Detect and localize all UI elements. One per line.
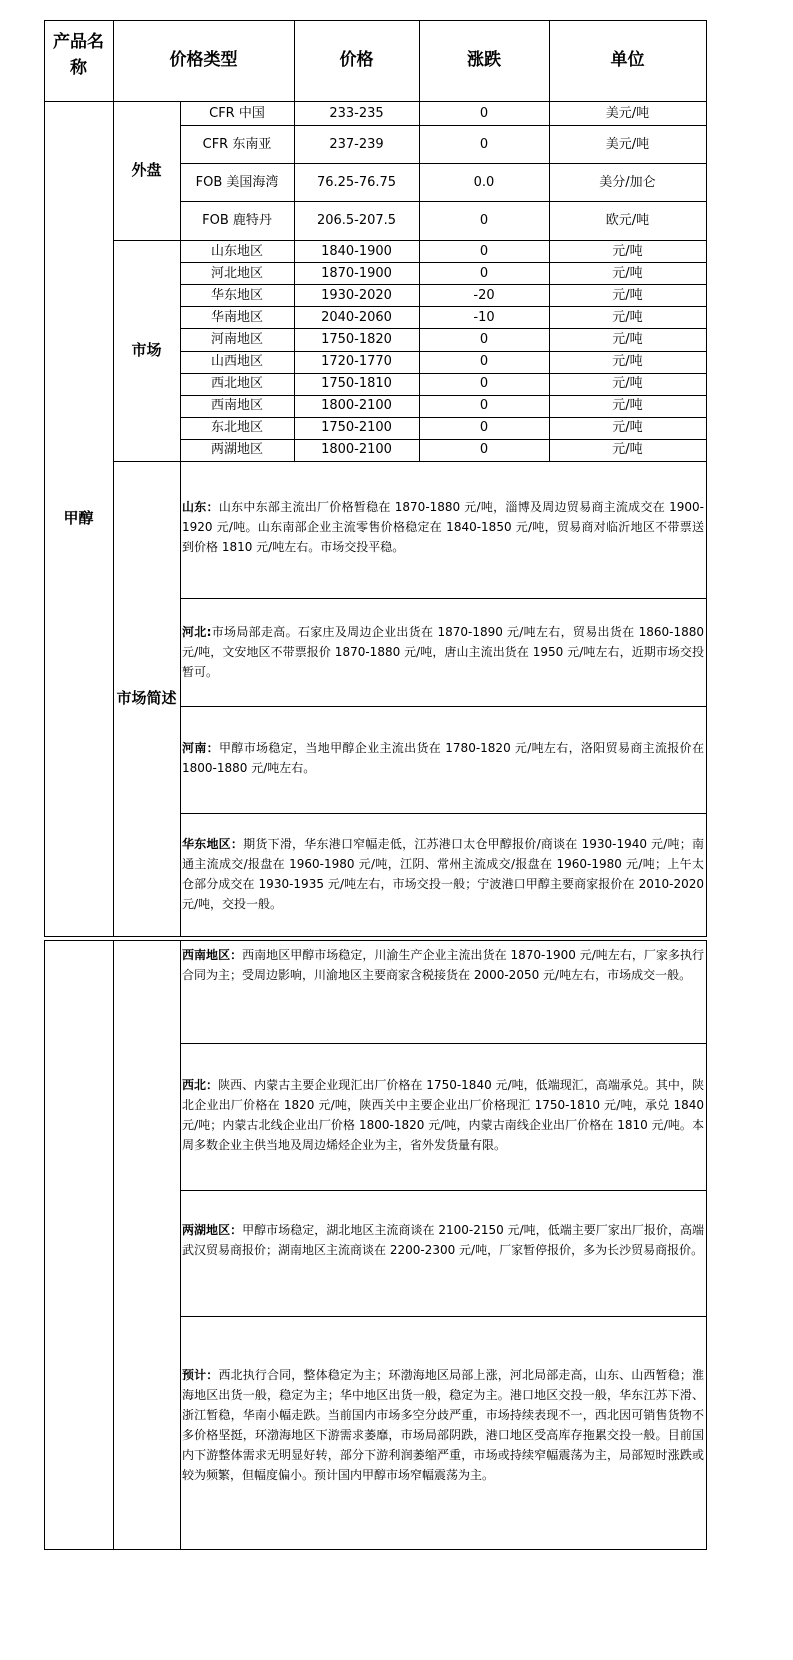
change-cell: 0.0 (473, 174, 495, 190)
unit-cell: 元/吨 (612, 287, 643, 303)
price-cell: 1800-2100 (321, 398, 392, 414)
summary-text: 西北执行合同，整体稳定为主；环渤海地区局部上涨，河北局部走高，山东、山西暂稳；淮海地区出货一般，稳定为主；华中地区出货一般，稳定为主。港口地区交投一般，华东江苏下滑、浙江暂稳，华南小幅走跌。当前国内市场多空分歧严重，市场持续表现不一，西北因可销售货物不多价格坚挺，环渤海地区下游需求萎靡，市场局部阴跌，港口地区受高库存拖累交投一般。目前国内下游整体需求无明显好转，部分下游利润萎缩严重，市场或持续窄幅震荡为主，局部短时涨跌或较为频繁，但幅度偏小。预计国内甲醇市场窄幅震荡为主。 (182, 1368, 704, 1482)
unit-cell: 美元/吨 (605, 105, 650, 121)
header-unit: 单位 (610, 50, 645, 70)
region-label: 西南地区： (182, 948, 243, 962)
summary-row-border (180, 813, 706, 814)
unit-cell: 元/吨 (612, 376, 643, 392)
header-product (44, 29, 113, 81)
price-cell: 237-239 (329, 136, 384, 152)
change-cell: 0 (479, 331, 489, 347)
price-type-cell: FOB 鹿特丹 (202, 213, 272, 228)
change-cell: 0 (479, 213, 489, 228)
summary-row-border (180, 706, 706, 707)
group-external: 外盘 (131, 161, 162, 179)
price-type-cell: 东北地区 (210, 420, 263, 436)
market-summary (182, 497, 704, 557)
region-label: 河北: (182, 625, 212, 639)
change-cell: 0 (479, 105, 489, 121)
group-market: 市场 (131, 341, 162, 359)
price-type-cell: 山东地区 (210, 243, 263, 259)
market-summary (182, 945, 704, 985)
price-cell: 1800-2100 (321, 442, 392, 458)
summary-row-border (180, 1316, 706, 1317)
price-cell: 2040-2060 (321, 309, 392, 325)
product-name: 甲醇 (63, 509, 94, 527)
price-type-cell: 西北地区 (210, 376, 263, 392)
region-label: 预计： (182, 1368, 219, 1382)
group-summary: 市场简述 (116, 689, 177, 707)
price-cell: 206.5-207.5 (316, 213, 397, 228)
change-cell: 0 (479, 398, 489, 414)
price-type-cell: 华东地区 (210, 287, 263, 303)
summary-text: 西南地区甲醇市场稳定，川渝生产企业主流出货在 1870-1900 元/吨左右，厂家多执行合同为主；受周边影响，川渝地区主要商家含税接货在 2000-2050 元/吨左右，市场成交一般。 (182, 948, 704, 982)
summary-text: 陕西、内蒙古主要企业现汇出厂价格在 1750-1840 元/吨，低端现汇，高端承兑。其中，陕北企业出厂价格在 1820 元/吨，陕西关中主要企业出厂价格现汇 1750-1810 元/吨，承兑 1840 元/吨；内蒙古北线企业出厂价格 1800-1820 元/吨，内蒙古南线企业出厂价格在 1810 元/吨。本周多数企业主供当地及周边烯烃企业为主，省外发货量有限。 (182, 1078, 704, 1152)
market-summary (182, 1220, 704, 1260)
unit-cell: 元/吨 (612, 354, 643, 370)
col-border-subtype (180, 940, 181, 1549)
change-cell: 0 (479, 354, 489, 370)
unit-cell: 元/吨 (612, 420, 643, 436)
summary-text: 期货下滑，华东港口窄幅走低，江苏港口太仓甲醇报价/商谈在 1930-1940 元/吨；南通主流成交/报盘在 1960-1980 元/吨，江阴、常州主流成交/报盘在 1960-1980 元/吨；上午太仓部分成交在 1930-1935 元/吨左右，市场交投一般；宁波港口甲醇主要商家报价在 2010-2020 元/吨，交投一般。 (182, 837, 704, 911)
change-cell: 0 (479, 243, 489, 259)
price-cell: 1750-1820 (321, 331, 392, 347)
summary-text: 甲醇市场稳定，当地甲醇企业主流出货在 1780-1820 元/吨左右，洛阳贸易商主流报价在 1800-1880 元/吨左右。 (182, 741, 704, 775)
price-type-cell: 西南地区 (210, 398, 263, 414)
price-type-cell: 河南地区 (210, 331, 263, 347)
unit-cell: 元/吨 (612, 243, 643, 259)
unit-cell: 元/吨 (612, 442, 643, 458)
region-label: 华东地区： (182, 837, 244, 851)
unit-cell: 元/吨 (612, 309, 643, 325)
unit-cell: 元/吨 (612, 265, 643, 281)
summary-text: 市场局部走高。石家庄及周边企业出货在 1870-1890 元/吨左右，贸易出货在 1860-1880 元/吨，文安地区不带票报价 1870-1880 元/吨，唐山主流出货在 1950 元/吨左右，近期市场交投暂可。 (182, 625, 704, 679)
header-price-type: 价格类型 (169, 50, 238, 70)
unit-cell: 元/吨 (612, 331, 643, 347)
change-cell: -10 (473, 309, 495, 325)
price-type-cell: 两湖地区 (210, 442, 263, 458)
region-label: 西北： (182, 1078, 219, 1092)
change-cell: 0 (479, 136, 489, 152)
price-type-cell: 河北地区 (210, 265, 263, 281)
price-type-cell: FOB 美国海湾 (195, 174, 279, 190)
price-type-cell: CFR 中国 (209, 105, 265, 121)
change-cell: 0 (479, 376, 489, 392)
summary-row-border (180, 1190, 706, 1191)
market-summary (182, 622, 704, 682)
col-border-product (113, 940, 114, 1549)
price-cell: 1930-2020 (321, 287, 392, 303)
region-label: 河南： (182, 741, 220, 755)
unit-cell: 欧元/吨 (605, 213, 650, 228)
header-price: 价格 (339, 50, 374, 70)
market-summary (182, 738, 704, 778)
change-cell: 0 (479, 420, 489, 436)
header-product-line1: 产品名 (53, 32, 104, 52)
price-type-cell: CFR 东南亚 (202, 136, 272, 152)
price-cell: 76.25-76.75 (316, 174, 397, 190)
price-cell: 1750-2100 (321, 420, 392, 436)
change-cell: -20 (473, 287, 495, 303)
change-cell: 0 (479, 265, 489, 281)
header-change: 涨跌 (467, 50, 501, 70)
market-summary (182, 834, 704, 914)
price-type-cell: 华南地区 (210, 309, 263, 325)
unit-cell: 美分/加仑 (599, 174, 656, 190)
unit-cell: 美元/吨 (605, 136, 650, 152)
price-cell: 1750-1810 (321, 376, 392, 392)
market-summary (182, 1365, 704, 1485)
region-label: 山东： (182, 500, 219, 514)
region-label: 两湖地区： (182, 1223, 243, 1237)
header-product-line2: 称 (70, 58, 87, 78)
price-cell: 1720-1770 (321, 354, 392, 370)
price-cell: 1840-1900 (321, 243, 392, 259)
summary-text: 甲醇市场稳定，湖北地区主流商谈在 2100-2150 元/吨，低端主要厂家出厂报价，高端武汉贸易商报价；湖南地区主流商谈在 2200-2300 元/吨，厂家暂停报价，多为长沙贸易商报价。 (182, 1223, 704, 1257)
summary-row-border (180, 1043, 706, 1044)
price-type-cell: 山西地区 (210, 354, 263, 370)
change-cell: 0 (479, 442, 489, 458)
summary-row-border (180, 598, 706, 599)
price-cell: 1870-1900 (321, 265, 392, 281)
unit-cell: 元/吨 (612, 398, 643, 414)
market-summary (182, 1075, 704, 1155)
group-border (113, 461, 706, 462)
price-cell: 233-235 (329, 105, 384, 121)
summary-text: 山东中东部主流出厂价格暂稳在 1870-1880 元/吨，淄博及周边贸易商主流成交在 1900-1920 元/吨。山东南部企业主流零售价格稳定在 1840-1850 元/吨，贸易商对临沂地区不带票送到价格 1810 元/吨左右。市场交投平稳。 (182, 500, 704, 554)
